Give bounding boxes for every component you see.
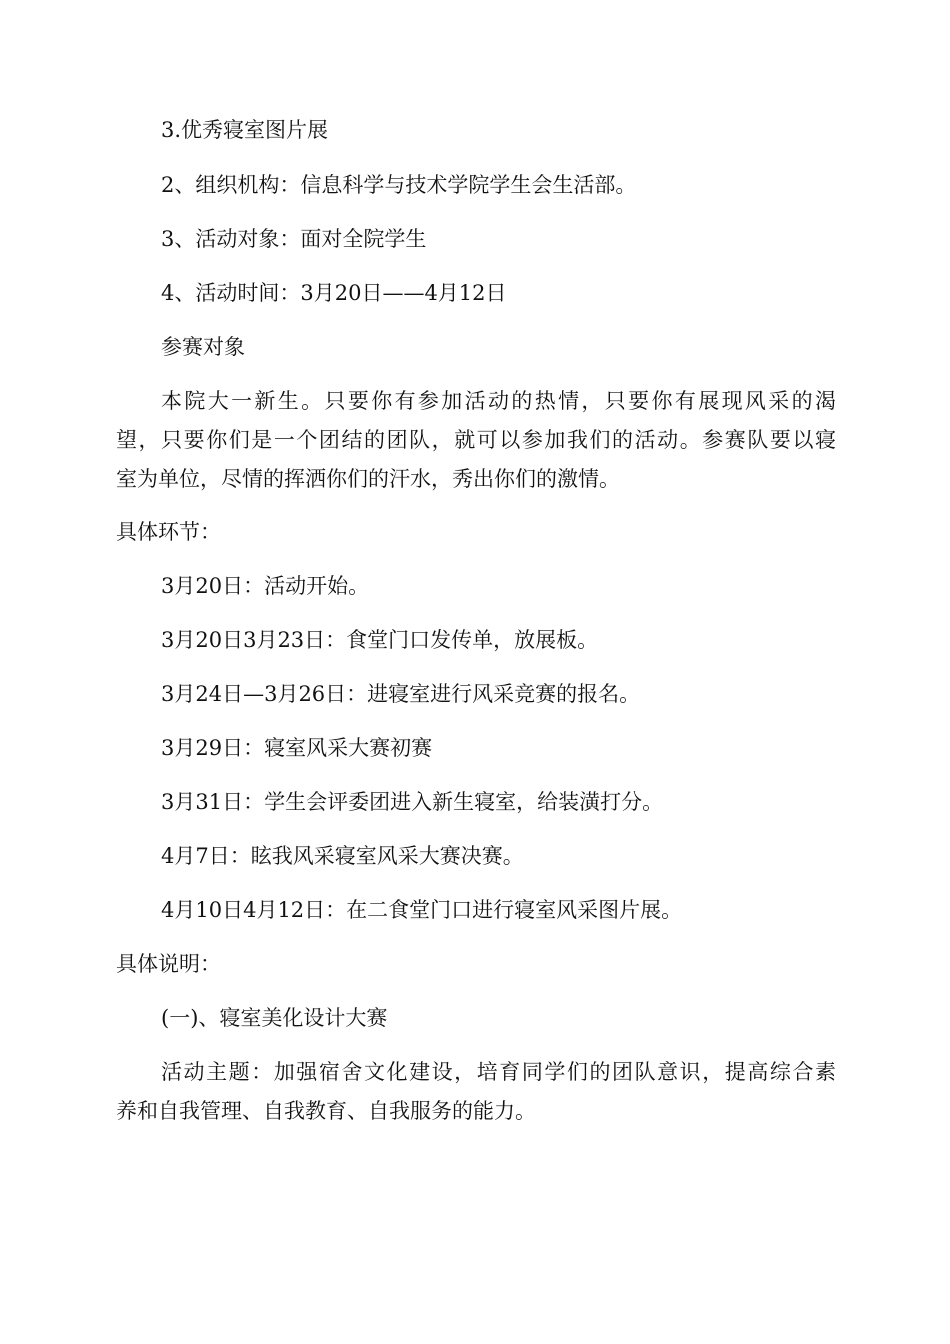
- schedule-item: 3月31日：学生会评委团进入新生寝室，给装潢打分。: [161, 790, 664, 814]
- schedule-item: 3月29日：寝室风采大赛初赛: [161, 736, 433, 760]
- organizer-line: 2、组织机构：信息科学与技术学院学生会生活部。: [161, 173, 637, 197]
- section-heading-participants: 参赛对象: [161, 335, 245, 359]
- schedule-item: 4月7日：眩我风采寝室风采大赛决赛。: [161, 844, 524, 868]
- participants-paragraph-line-2: 望，只要你们是一个团结的团队，就可以参加我们的活动。参赛队要以寝: [116, 428, 836, 452]
- subsection-heading-dorm-design: (一)、寝室美化设计大赛: [161, 1006, 388, 1030]
- section-heading-steps: 具体环节：: [116, 520, 221, 544]
- schedule-item: 3月20日3月23日：食堂门口发传单，放展板。: [161, 628, 599, 652]
- activity-time-line: 4、活动时间：3月20日——4月12日: [161, 281, 507, 305]
- theme-paragraph-line-2: 养和自我管理、自我教育、自我服务的能力。: [116, 1099, 536, 1123]
- theme-paragraph-line-1: 活动主题：加强宿舍文化建设，培育同学们的团队意识，提高综合素: [161, 1060, 836, 1084]
- list-item-exhibition: 3.优秀寝室图片展: [161, 118, 329, 142]
- schedule-item: 3月24日—3月26日：进寝室进行风采竞赛的报名。: [161, 682, 641, 706]
- schedule-item: 4月10日4月12日：在二食堂门口进行寝室风采图片展。: [161, 898, 683, 922]
- participants-paragraph-line-1: 本院大一新生。只要你有参加活动的热情，只要你有展现风采的渴: [161, 389, 836, 413]
- target-audience-line: 3、活动对象：面对全院学生: [161, 227, 427, 251]
- schedule-item: 3月20日：活动开始。: [161, 574, 370, 598]
- participants-paragraph-line-3: 室为单位，尽情的挥洒你们的汗水，秀出你们的激情。: [116, 467, 620, 491]
- section-heading-details: 具体说明：: [116, 952, 221, 976]
